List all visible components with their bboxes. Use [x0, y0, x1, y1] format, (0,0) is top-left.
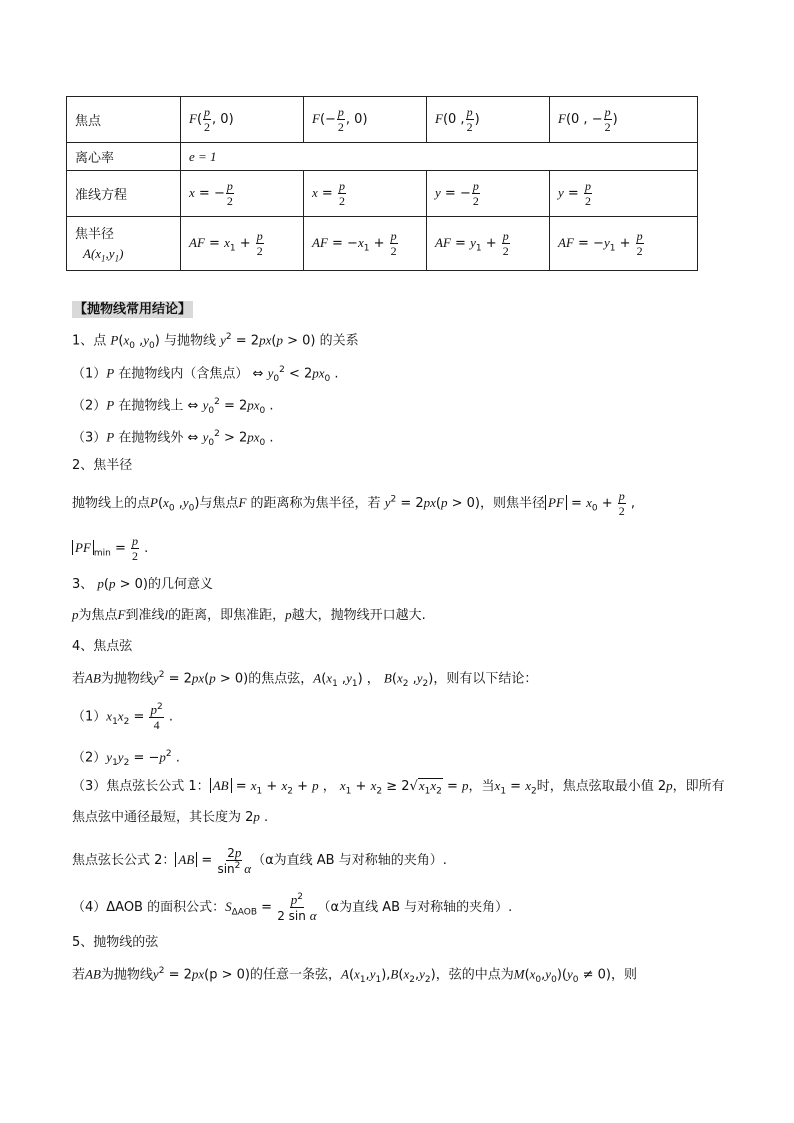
- text: 与焦点: [199, 496, 239, 511]
- text: 为抛物线: [100, 967, 153, 983]
- table-cell: F(0 , − $\frac{p}{2}$ ): [550, 97, 698, 143]
- conclusion-3: （3）焦点弦长公式 1： AB = $x_1 + x_2 + p$ ， $x_1 + x_2 \ge 2√x_1x_2 = p$，当$x_1 = x_2$时，焦点弦取最小值 2p，即所有: [72, 778, 725, 797]
- text: ，即所有: [672, 779, 725, 794]
- table-cell: F(− $\frac{p}{2}$ , 0): [304, 97, 427, 143]
- text: （α为直线 AB 与对称轴的夹角）.: [252, 853, 447, 868]
- text: 在抛物线上: [118, 398, 184, 414]
- table-row-eccentricity: [67, 143, 698, 171]
- text: 为焦点: [78, 608, 118, 623]
- table-cell: x = − $\frac{p}{2}$: [181, 171, 304, 217]
- text: （1）: [72, 709, 107, 725]
- text: （3）: [72, 430, 107, 446]
- text: 1、点: [72, 333, 107, 349]
- table-cell: y = $\frac{p}{2}$: [550, 171, 698, 217]
- row-label: 焦点: [67, 97, 181, 143]
- table-cell: AF = $-x_1$ + $\frac{p}{2}$: [304, 217, 427, 271]
- text: 的关系: [319, 333, 359, 349]
- text: 在抛物线外: [118, 430, 184, 446]
- text: 焦点弦长公式 2：: [72, 853, 176, 868]
- text: （1）: [72, 366, 107, 382]
- text: ，则有以下结论：: [433, 671, 538, 687]
- conclusion-formula-2: 焦点弦长公式 2： AB = $\frac{2p}{\sin^2 \alpha}$ （α为直线 AB 与对称轴的夹角）.: [72, 845, 447, 876]
- item-2-heading: 2、焦半径: [72, 458, 133, 473]
- focal-radius-text: 抛物线上的点$P(x_0$ $,y_0$)与焦点F 的距离称为焦半径，若 $y^2 = 2px(p > 0)$，则焦半径 PF = $x_0$ + $\frac{p}{2}$ ,: [72, 489, 636, 518]
- item-5-heading: 5、抛物线的弦: [72, 935, 159, 950]
- row-label: [67, 217, 181, 271]
- item-3-heading: 3、 p(p > 0)的几何意义: [72, 576, 213, 592]
- condition-3: （3）P 在抛物线外 ⇔ $y_0^2 > 2px_0$ .: [72, 429, 274, 448]
- text: 为抛物线: [100, 671, 153, 687]
- text: ，则: [610, 967, 637, 983]
- text: ，弦的中点为: [435, 967, 514, 983]
- text: 与抛物线: [163, 333, 216, 349]
- conclusion-4: （4）ΔAOB 的面积公式：$S_{\Delta AOB}$ = $\frac{p^2}{\text{2 sin α}}$ （α为直线 AB 与对称轴的夹角）.: [72, 892, 513, 923]
- chord-intro: 若AB为抛物线$y^2 = 2px(p > 0)$的任意一条弦，$A(x_1,y_1),B(x_2,y_2)$，弦的中点为$M(x_0,y_0)(y_0 \ne 0)$，则: [72, 966, 637, 985]
- row-label: 准线方程: [67, 171, 181, 217]
- section-heading: 【抛物线常用结论】: [74, 302, 192, 317]
- text: （4）ΔAOB 的面积公式：: [72, 900, 226, 915]
- text: （2）: [72, 398, 107, 414]
- table-cell: AF = $-y_1$ + $\frac{p}{2}$: [550, 217, 698, 271]
- conclusion-3-continued: 焦点弦中通径最短，其长度为 2p .: [72, 809, 269, 825]
- text: ，当: [468, 779, 495, 794]
- table-row-focus: [67, 97, 698, 143]
- text: 在抛物线内（含焦点）: [118, 366, 249, 382]
- condition-2: （2）P 在抛物线上 ⇔ $y_0^2 = 2px_0$ .: [72, 397, 274, 416]
- text: （2）: [72, 750, 107, 766]
- table-cell: e = 1: [181, 143, 698, 171]
- table-cell: F( $\frac{p}{2}$ , 0): [181, 97, 304, 143]
- item-4-heading: 4、焦点弦: [72, 639, 133, 654]
- text: （α为直线 AB 与对称轴的夹角）.: [317, 900, 513, 915]
- focal-radius-min: PF $_{min}$ = $\frac{p}{2}$ .: [72, 535, 148, 563]
- focal-chord-intro: 若AB为抛物线$y^2 = 2px(p > 0)$的焦点弦，$A(x_1$ $,y_1$) ， $B(x_2$ $,y_2$)，则有以下结论：: [72, 670, 538, 689]
- text: 的距离称为焦半径，若: [250, 496, 381, 511]
- table-cell: AF = $y_1$ + $\frac{p}{2}$: [427, 217, 550, 271]
- table-row-focal-radius: [67, 217, 698, 271]
- row-label-main: 焦半径: [75, 227, 115, 243]
- text: 抛物线上的点: [72, 496, 151, 511]
- conclusion-2: $(2)y_1y_2 = -p^2$ .: [72, 749, 180, 768]
- text: 的几何意义: [147, 577, 213, 592]
- text: 到准线: [125, 608, 165, 623]
- item-3-text: p为焦点F到准线l的距离，即焦准距，p越大，抛物线开口越大.: [72, 607, 426, 623]
- table-cell: y = − $\frac{p}{2}$: [427, 171, 550, 217]
- table-row-directrix: [67, 171, 698, 217]
- table-cell: x = $\frac{p}{2}$: [304, 171, 427, 217]
- row-label: 离心率: [67, 143, 181, 171]
- parabola-properties-table: [66, 96, 698, 271]
- text: ，则焦半径: [480, 496, 546, 511]
- text: 时，焦点弦取最小值: [536, 779, 654, 794]
- table-cell: AF = $x_1$ + $\frac{p}{2}$: [181, 217, 304, 271]
- row-label-point: $A(x_1,y_1)$: [83, 246, 124, 264]
- text: 焦点弦中通径最短，其长度为: [72, 810, 242, 825]
- text: 的任意一条弦，: [249, 967, 341, 983]
- text: 的距离，即焦准距，: [168, 608, 286, 623]
- text: 若: [72, 671, 86, 687]
- condition-1: （1）P 在抛物线内（含焦点） ⇔ $y_0^2 < 2px_0$ .: [72, 365, 339, 384]
- table-cell: F(0 , $\frac{p}{2}$ ): [427, 97, 550, 143]
- item-1-heading: 1、点 $P(x_0$ $,y_0$) 与抛物线 $y^2 = 2px(p > 0)$ 的关系: [72, 332, 359, 351]
- text: 越大，抛物线开口越大.: [291, 608, 426, 623]
- text: 的焦点弦，: [248, 671, 314, 687]
- text: 若: [72, 967, 86, 983]
- conclusion-1: $(1)x_1x_2$ = $\frac{p^2}{4}$ .: [72, 702, 173, 732]
- text: （3）焦点弦长公式 1：: [72, 779, 210, 794]
